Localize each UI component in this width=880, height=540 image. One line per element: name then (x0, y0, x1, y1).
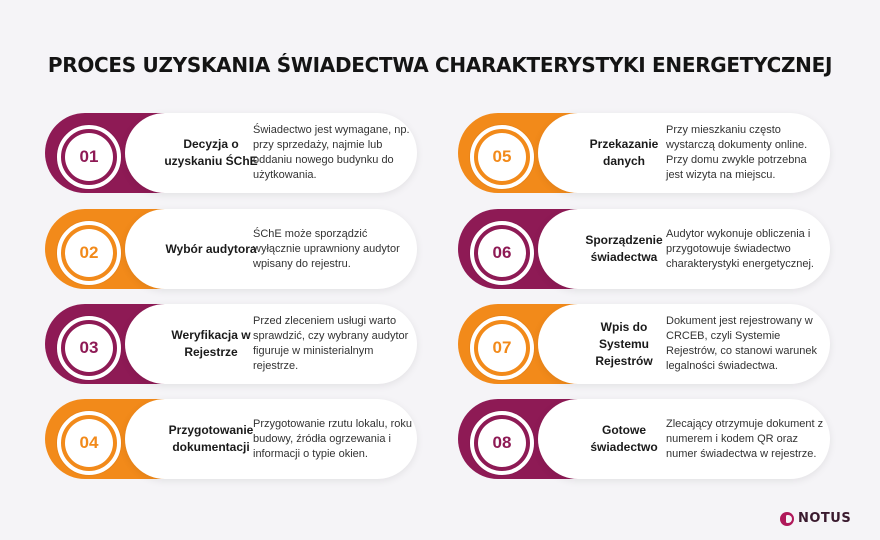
step-description: Zlecający otrzymuje dokument z numerem i kodem QR oraz numer świadectwa w rejestrze. (666, 417, 824, 460)
step-name: Przygotowanie dokumentacji (168, 423, 254, 454)
step-description: Przy mieszkaniu często wystarczą dokumenty online. Przy domu zwykle potrzebna jest wizyta na miejscu. (666, 124, 808, 181)
step-name: Sporządzenie świadectwa (585, 233, 663, 264)
page-title: PROCES UZYSKANIA ŚWIADECTWA CHARAKTERYSTYKI ENERGETYCZNEJ (47, 53, 833, 77)
step-number: 05 (478, 133, 526, 181)
step-05 (458, 113, 830, 193)
logo-text: NOTUS (798, 511, 852, 526)
step-06 (458, 209, 830, 289)
step-04 (45, 399, 417, 479)
step-number: 04 (65, 419, 113, 467)
step-03 (45, 304, 417, 384)
step-02 (45, 209, 417, 289)
step-name: Gotowe świadectwo (590, 423, 658, 454)
step-08 (458, 399, 830, 479)
step-name: Decyzja o uzyskaniu ŚChE (164, 137, 258, 168)
step-07 (458, 304, 830, 384)
step-number: 03 (65, 324, 113, 372)
step-number: 02 (65, 229, 113, 277)
step-description: Przed zleceniem usługi warto sprawdzić, czy wybrany audytor figuruje w ministerialnym rejestrze. (253, 315, 409, 372)
step-description: Dokument jest rejestrowany w CRCEB, czyli Systemie Rejestrów, co stanowi warunek legalności świadectwa. (666, 315, 818, 372)
step-name: Weryfikacja w Rejestrze (171, 328, 251, 359)
step-name: Przekazanie danych (589, 137, 659, 168)
notus-logo-mark-icon (780, 512, 794, 526)
step-number: 08 (478, 419, 526, 467)
step-description: Świadectwo jest wymagane, np. przy sprzedaży, najmie lub oddaniu nowego budynku do użytkowania. (253, 124, 410, 181)
step-name: Wybór audytora (165, 241, 257, 256)
step-description: ŚChE może sporządzić wyłącznie uprawniony audytor wpisany do rejestru. (253, 227, 400, 270)
step-description: Przygotowanie rzutu lokalu, roku budowy, źródła ogrzewania i informacji o typie okien. (253, 417, 412, 460)
notus-logo (780, 511, 851, 526)
step-description: Audytor wykonuje obliczenia i przygotowuje świadectwo charakterystyki energetycznej. (666, 227, 814, 270)
step-01 (45, 113, 417, 193)
step-number: 07 (478, 324, 526, 372)
step-name: Wpis do Systemu Rejestrów (595, 319, 653, 368)
step-number: 06 (478, 229, 526, 277)
step-number: 01 (65, 133, 113, 181)
